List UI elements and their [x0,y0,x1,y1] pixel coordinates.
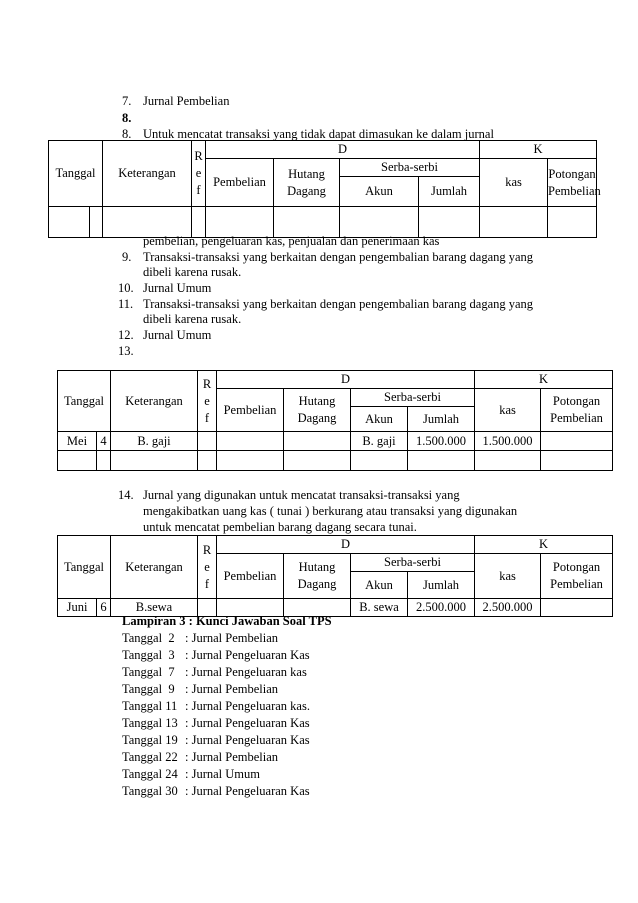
item-number: 7. [122,94,132,108]
col-potongan-pembelian: Potongan Pembelian [548,159,597,207]
item-number: 11. [118,297,134,311]
cell-jumlah: 1.500.000 [408,432,475,451]
item-text: Transaksi-transaksi yang berkaitan dengan pengembalian barang dagang yang [143,297,534,311]
col-hutang-dagang: Hutang Dagang [284,389,351,432]
answer-row: Tanggal 3 : Jurnal Pengeluaran Kas [122,648,310,662]
col-debit: D [217,371,475,389]
cell-kas: 1.500.000 [475,432,541,451]
col-potongan-pembelian: Potongan Pembelian [541,389,613,432]
answer-row: Tanggal 22 : Jurnal Pembelian [122,750,279,764]
item-10 [118,280,212,296]
col-potongan-pembelian: Potongan Pembelian [541,554,613,599]
answer-row: Tanggal 19 : Jurnal Pengeluaran Kas [122,733,310,747]
item-number: 10. [118,281,134,295]
cell [541,451,613,471]
col-pembelian: Pembelian [217,389,284,432]
answer-row: Tanggal 9 : Jurnal Pembelian [122,682,279,696]
item-number: 8. [122,127,132,141]
cell [198,451,217,471]
item-text: Untuk mencatat transaksi yang tidak dapat dimasukan ke dalam jurnal [143,127,494,141]
cell-keterangan: B.sewa [111,599,198,617]
item-9-continued: dibeli karena rusak. [143,265,242,279]
cell-keterangan: B. gaji [111,432,198,451]
item-14-line3: untuk mencatat pembelian barang dagang secara tunai. [143,520,417,534]
col-akun: Akun [351,572,408,599]
item-number: 13. [118,344,134,358]
answer-row: Tanggal 30 : Jurnal Pengeluaran Kas [122,784,310,798]
item-number: 9. [122,250,132,264]
journal-table-1 [48,140,601,238]
col-jumlah: Jumlah [408,407,475,432]
cell [480,207,548,238]
cell [49,207,90,238]
answer-row: Tanggal 24 : Jurnal Umum [122,767,260,781]
answer-row: Tanggal 11 : Jurnal Pengeluaran kas. [122,699,310,713]
cell-akun: B. gaji [351,432,408,451]
col-hutang-dagang: Hutang Dagang [274,159,340,207]
col-keterangan: Keterangan [111,371,198,432]
item-number: 12. [118,328,134,342]
cell-tgl: 4 [97,432,111,451]
col-keterangan: Keterangan [103,141,192,207]
col-keterangan: Keterangan [111,536,198,599]
item-13 [118,343,134,359]
item-text: Jurnal Umum [143,328,212,342]
col-debit: D [206,141,480,159]
item-number: 8. [122,111,132,125]
answer-row: Tanggal 2 : Jurnal Pembelian [122,631,279,645]
cell [548,207,597,238]
cell [58,451,97,471]
item-text: Transaksi-transaksi yang berkaitan dengan pengembalian barang dagang yang [143,250,534,264]
lampiran-title: Lampiran 3 : Kunci Jawaban Soal TPS [122,614,332,628]
col-debit: D [217,536,475,554]
cell [541,432,613,451]
item-11-continued: dibeli karena rusak. [143,312,242,326]
col-ref: R e f [192,141,206,207]
cell-akun: B. sewa [351,599,408,617]
col-tanggal: Tanggal [58,536,111,599]
cell [541,599,613,617]
col-serba-serbi: Serba-serbi [340,159,480,177]
item-14-line2: mengakibatkan uang kas ( tunai ) berkurang atau transaksi yang digunakan [143,504,518,518]
cell [475,451,541,471]
cell [284,432,351,451]
item-14 [118,487,460,503]
cell [198,432,217,451]
answer-row: Tanggal 13 : Jurnal Pengeluaran Kas [122,716,310,730]
item-8-empty [122,110,131,126]
journal-table-3 [57,535,613,617]
cell [90,207,103,238]
col-kas: kas [475,554,541,599]
item-8-continued: pembelian, pengeluaran kas, penjualan dan penerimaan kas [143,234,440,248]
col-kredit: K [480,141,597,159]
cell [217,432,284,451]
cell [217,451,284,471]
col-ref: R e f [198,536,217,599]
item-text: Jurnal Umum [143,281,212,295]
col-tanggal: Tanggal [58,371,111,432]
item-12 [118,327,212,343]
cell [284,451,351,471]
col-pembelian: Pembelian [206,159,274,207]
cell-kas: 2.500.000 [475,599,541,617]
col-jumlah: Jumlah [408,572,475,599]
item-7 [122,93,230,109]
cell-bulan: Mei [58,432,97,451]
col-serba-serbi: Serba-serbi [351,389,475,407]
col-kas: kas [475,389,541,432]
journal-table-2 [57,370,613,471]
cell-tgl: 6 [97,599,111,617]
cell [111,451,198,471]
col-hutang-dagang: Hutang Dagang [284,554,351,599]
answer-row: Tanggal 7 : Jurnal Pengeluaran kas [122,665,307,679]
col-kredit: K [475,536,613,554]
col-tanggal: Tanggal [49,141,103,207]
item-number: 14. [118,488,134,502]
item-9 [122,249,534,265]
col-akun: Akun [340,177,419,207]
item-text: Jurnal Pembelian [143,94,230,108]
cell-jumlah: 2.500.000 [408,599,475,617]
cell [351,451,408,471]
col-kas: kas [480,159,548,207]
col-kredit: K [475,371,613,389]
item-11 [118,296,534,312]
cell-bulan: Juni [58,599,97,617]
col-akun: Akun [351,407,408,432]
col-jumlah: Jumlah [419,177,480,207]
col-pembelian: Pembelian [217,554,284,599]
col-serba-serbi: Serba-serbi [351,554,475,572]
col-ref: R e f [198,371,217,432]
cell [97,451,111,471]
cell [408,451,475,471]
item-text: Jurnal yang digunakan untuk mencatat transaksi-transaksi yang [143,488,460,502]
